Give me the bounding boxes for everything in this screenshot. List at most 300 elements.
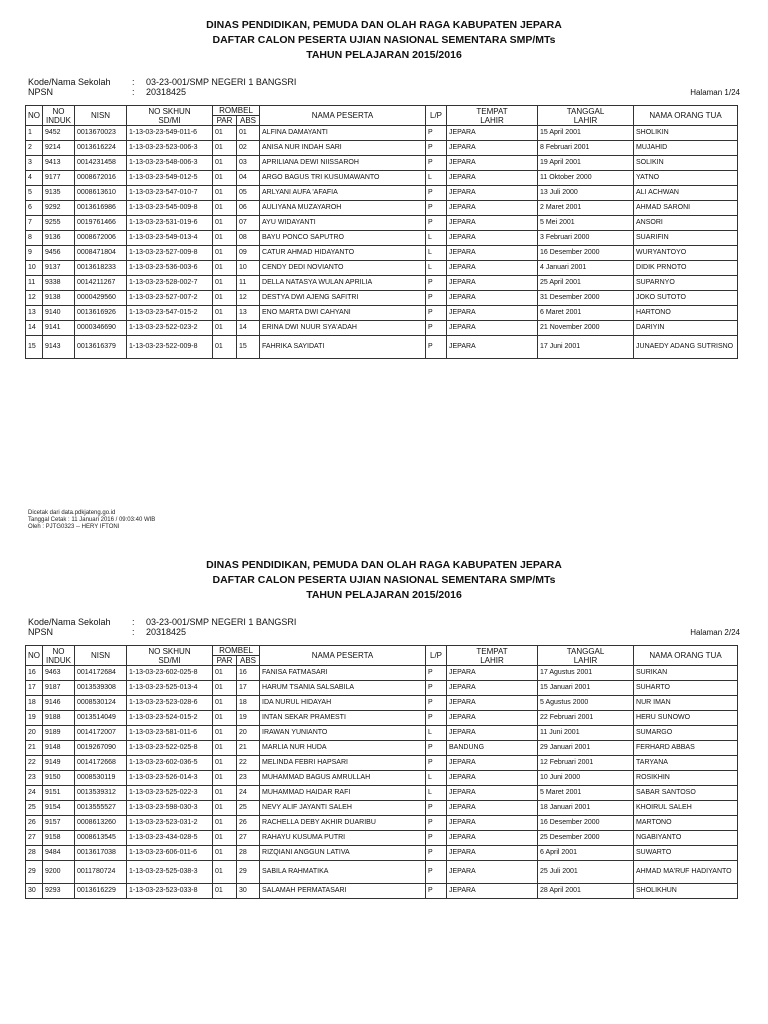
page-header <box>0 558 768 603</box>
cell-tanggal: 21 November 2000 <box>538 321 634 336</box>
cell-skhun: 1-13-03-23-525-022-3 <box>127 786 213 801</box>
cell-lp: P <box>426 884 447 899</box>
cell-no-induk: 9157 <box>43 816 75 831</box>
cell-tanggal: 5 Maret 2001 <box>538 786 634 801</box>
col-rombel: ROMBEL <box>213 106 260 116</box>
cell-no: 17 <box>26 681 43 696</box>
col-no: NO <box>26 646 43 666</box>
cell-abs: 13 <box>237 306 260 321</box>
table-row <box>26 846 738 861</box>
col-no-induk: NO INDUK <box>43 646 75 666</box>
cell-skhun: 1-13-03-23-434-028-5 <box>127 831 213 846</box>
cell-lp: P <box>426 681 447 696</box>
page-2 <box>0 558 768 899</box>
page-number: Halaman 2/24 <box>690 628 740 637</box>
cell-ortu: HARTONO <box>634 306 738 321</box>
cell-nisn: 0000429560 <box>75 291 127 306</box>
cell-nisn: 0008613545 <box>75 831 127 846</box>
cell-no-induk: 9456 <box>43 246 75 261</box>
cell-nama: RAHAYU KUSUMA PUTRI <box>260 831 426 846</box>
cell-tanggal: 12 Februari 2001 <box>538 756 634 771</box>
cell-no-induk: 9413 <box>43 156 75 171</box>
table-row <box>26 321 738 336</box>
cell-no-induk: 9135 <box>43 186 75 201</box>
cell-abs: 14 <box>237 321 260 336</box>
cell-lp: L <box>426 261 447 276</box>
cell-tempat: JEPARA <box>447 711 538 726</box>
cell-no-induk: 9188 <box>43 711 75 726</box>
cell-nisn: 0013616926 <box>75 306 127 321</box>
participant-table <box>25 645 738 899</box>
cell-nisn: 0008613610 <box>75 186 127 201</box>
cell-abs: 22 <box>237 756 260 771</box>
footer-printed-by: Oleh : PJTG0323 -- HERY IFTONI <box>28 524 120 530</box>
cell-lp: L <box>426 771 447 786</box>
cell-tempat: JEPARA <box>447 861 538 884</box>
page-header <box>0 18 768 63</box>
cell-skhun: 1-13-03-23-522-023-2 <box>127 321 213 336</box>
cell-tanggal: 16 Desember 2000 <box>538 816 634 831</box>
cell-nama: AULIYANA MUZAYAROH <box>260 201 426 216</box>
cell-nisn: 0014172007 <box>75 726 127 741</box>
table-body <box>26 126 738 359</box>
col-nama: NAMA PESERTA <box>260 106 426 126</box>
cell-tanggal: 2 Maret 2001 <box>538 201 634 216</box>
table-row <box>26 171 738 186</box>
cell-no-induk: 9154 <box>43 801 75 816</box>
cell-tempat: JEPARA <box>447 186 538 201</box>
cell-tempat: JEPARA <box>447 336 538 359</box>
cell-ortu: SHOLIKHUN <box>634 884 738 899</box>
cell-par: 01 <box>213 141 237 156</box>
cell-tempat: JEPARA <box>447 216 538 231</box>
cell-nisn: 0008530124 <box>75 696 127 711</box>
cell-tempat: JEPARA <box>447 771 538 786</box>
col-no-induk: NO INDUK <box>43 106 75 126</box>
cell-par: 01 <box>213 231 237 246</box>
cell-lp: P <box>426 126 447 141</box>
cell-nisn: 0014172684 <box>75 666 127 681</box>
cell-nisn: 0019761466 <box>75 216 127 231</box>
cell-skhun: 1-13-03-23-525-038-3 <box>127 861 213 884</box>
cell-skhun: 1-13-03-23-523-006-3 <box>127 141 213 156</box>
cell-tanggal: 5 Agustus 2000 <box>538 696 634 711</box>
cell-abs: 10 <box>237 261 260 276</box>
cell-no: 6 <box>26 201 43 216</box>
cell-abs: 25 <box>237 801 260 816</box>
table-row <box>26 861 738 884</box>
cell-par: 01 <box>213 801 237 816</box>
cell-ortu: DARIYIN <box>634 321 738 336</box>
header-line-3: TAHUN PELAJARAN 2015/2016 <box>306 589 462 601</box>
cell-lp: P <box>426 141 447 156</box>
cell-tempat: JEPARA <box>447 171 538 186</box>
cell-tempat: JEPARA <box>447 231 538 246</box>
cell-ortu: FERHARD ABBAS <box>634 741 738 756</box>
cell-nisn: 0008530119 <box>75 771 127 786</box>
cell-nisn: 0013616379 <box>75 336 127 359</box>
table-row <box>26 726 738 741</box>
cell-no: 10 <box>26 261 43 276</box>
cell-no: 2 <box>26 141 43 156</box>
cell-lp: P <box>426 861 447 884</box>
cell-nama: ANISA NUR INDAH SARI <box>260 141 426 156</box>
cell-no-induk: 9293 <box>43 884 75 899</box>
col-ortu: NAMA ORANG TUA <box>634 106 738 126</box>
page-1 <box>0 18 768 530</box>
cell-tanggal: 19 April 2001 <box>538 156 634 171</box>
cell-ortu: SOLIKIN <box>634 156 738 171</box>
cell-par: 01 <box>213 846 237 861</box>
page-number: Halaman 1/24 <box>690 88 740 97</box>
table-body <box>26 666 738 899</box>
cell-ortu: SABAR SANTOSO <box>634 786 738 801</box>
cell-par: 01 <box>213 291 237 306</box>
colon: : <box>132 87 135 97</box>
cell-nama: ERINA DWI NUUR SYA'ADAH <box>260 321 426 336</box>
table-row <box>26 156 738 171</box>
cell-nama: MELINDA FEBRI HAPSARI <box>260 756 426 771</box>
col-abs: ABS <box>237 656 260 666</box>
cell-abs: 17 <box>237 681 260 696</box>
cell-no: 23 <box>26 771 43 786</box>
cell-abs: 21 <box>237 741 260 756</box>
cell-no: 29 <box>26 861 43 884</box>
cell-no: 19 <box>26 711 43 726</box>
colon: : <box>132 617 135 627</box>
cell-ortu: SUWARTO <box>634 846 738 861</box>
cell-ortu: YATNO <box>634 171 738 186</box>
cell-par: 01 <box>213 771 237 786</box>
col-tempat: TEMPAT LAHIR <box>447 646 538 666</box>
cell-tempat: JEPARA <box>447 156 538 171</box>
cell-ortu: NGABIYANTO <box>634 831 738 846</box>
table-row <box>26 711 738 726</box>
cell-nama: INTAN SEKAR PRAMESTI <box>260 711 426 726</box>
cell-tempat: JEPARA <box>447 831 538 846</box>
cell-ortu: ROSIKHIN <box>634 771 738 786</box>
cell-skhun: 1-13-03-23-547-015-2 <box>127 306 213 321</box>
table-row <box>26 884 738 899</box>
cell-tanggal: 3 Februari 2000 <box>538 231 634 246</box>
cell-no: 20 <box>26 726 43 741</box>
cell-lp: P <box>426 801 447 816</box>
table-row <box>26 786 738 801</box>
cell-skhun: 1-13-03-23-536-003-6 <box>127 261 213 276</box>
cell-abs: 01 <box>237 126 260 141</box>
cell-abs: 16 <box>237 666 260 681</box>
col-nisn: NISN <box>75 106 127 126</box>
cell-no-induk: 9158 <box>43 831 75 846</box>
cell-nisn: 0013616229 <box>75 884 127 899</box>
cell-no-induk: 9463 <box>43 666 75 681</box>
cell-par: 01 <box>213 201 237 216</box>
col-tempat: TEMPAT LAHIR <box>447 106 538 126</box>
table-row <box>26 216 738 231</box>
cell-ortu: TARYANA <box>634 756 738 771</box>
cell-nama: SABILA RAHMATIKA <box>260 861 426 884</box>
cell-nama: DELLA NATASYA WULAN APRILIA <box>260 276 426 291</box>
cell-no-induk: 9148 <box>43 741 75 756</box>
npsn-label: NPSN <box>28 87 54 97</box>
cell-lp: P <box>426 741 447 756</box>
cell-no: 21 <box>26 741 43 756</box>
cell-lp: L <box>426 726 447 741</box>
cell-tanggal: 17 Agustus 2001 <box>538 666 634 681</box>
header-line-1: DINAS PENDIDIKAN, PEMUDA DAN OLAH RAGA KABUPATEN JEPARA <box>206 19 562 31</box>
cell-nama: NEVY ALIF JAYANTI SALEH <box>260 801 426 816</box>
cell-ortu: SUMARGO <box>634 726 738 741</box>
cell-tanggal: 15 Januari 2001 <box>538 681 634 696</box>
cell-nisn: 0000346690 <box>75 321 127 336</box>
cell-par: 01 <box>213 336 237 359</box>
table-row <box>26 666 738 681</box>
cell-nisn: 0019267090 <box>75 741 127 756</box>
col-nisn: NISN <box>75 646 127 666</box>
cell-lp: P <box>426 816 447 831</box>
cell-no-induk: 9292 <box>43 201 75 216</box>
cell-lp: P <box>426 336 447 359</box>
table-row <box>26 741 738 756</box>
cell-lp: L <box>426 786 447 801</box>
cell-skhun: 1-13-03-23-581-011-6 <box>127 726 213 741</box>
cell-abs: 26 <box>237 816 260 831</box>
cell-tempat: JEPARA <box>447 246 538 261</box>
cell-no: 24 <box>26 786 43 801</box>
footer-source: Dicetak dari data.pdkjateng.go.id <box>28 510 116 516</box>
table-row <box>26 291 738 306</box>
cell-no: 1 <box>26 126 43 141</box>
table-row <box>26 696 738 711</box>
cell-skhun: 1-13-03-23-523-031-2 <box>127 816 213 831</box>
cell-tanggal: 25 April 2001 <box>538 276 634 291</box>
cell-ortu: SUARIFIN <box>634 231 738 246</box>
cell-lp: P <box>426 291 447 306</box>
cell-skhun: 1-13-03-23-522-009-8 <box>127 336 213 359</box>
cell-tanggal: 28 April 2001 <box>538 884 634 899</box>
cell-nisn: 0008613260 <box>75 816 127 831</box>
col-rombel: ROMBEL <box>213 646 260 656</box>
cell-abs: 27 <box>237 831 260 846</box>
cell-tempat: JEPARA <box>447 666 538 681</box>
cell-abs: 04 <box>237 171 260 186</box>
cell-abs: 23 <box>237 771 260 786</box>
cell-abs: 29 <box>237 861 260 884</box>
cell-par: 01 <box>213 831 237 846</box>
cell-ortu: ANSORI <box>634 216 738 231</box>
cell-tanggal: 11 Juni 2001 <box>538 726 634 741</box>
cell-no: 13 <box>26 306 43 321</box>
cell-no-induk: 9189 <box>43 726 75 741</box>
cell-no: 3 <box>26 156 43 171</box>
cell-lp: P <box>426 831 447 846</box>
cell-par: 01 <box>213 741 237 756</box>
table-row <box>26 816 738 831</box>
col-abs: ABS <box>237 116 260 126</box>
cell-lp: P <box>426 321 447 336</box>
cell-tempat: JEPARA <box>447 141 538 156</box>
cell-nisn: 0013616986 <box>75 201 127 216</box>
kode-label: Kode/Nama Sekolah <box>28 77 111 87</box>
cell-tempat: JEPARA <box>447 816 538 831</box>
cell-nama: ARGO BAGUS TRI KUSUMAWANTO <box>260 171 426 186</box>
cell-nisn: 0013539308 <box>75 681 127 696</box>
cell-nisn: 0014172668 <box>75 756 127 771</box>
cell-skhun: 1-13-03-23-602-036-5 <box>127 756 213 771</box>
cell-skhun: 1-13-03-23-598-030-3 <box>127 801 213 816</box>
cell-nama: ENO MARTA DWI CAHYANI <box>260 306 426 321</box>
cell-nama: APRILIANA DEWI NIISSAROH <box>260 156 426 171</box>
npsn-value: 20318425 <box>146 87 187 97</box>
col-par: PAR <box>213 116 237 126</box>
cell-no-induk: 9143 <box>43 336 75 359</box>
cell-abs: 05 <box>237 186 260 201</box>
cell-no: 30 <box>26 884 43 899</box>
table-row <box>26 771 738 786</box>
cell-tempat: JEPARA <box>447 786 538 801</box>
cell-ortu: ALI ACHWAN <box>634 186 738 201</box>
cell-no: 16 <box>26 666 43 681</box>
cell-lp: P <box>426 846 447 861</box>
school-meta <box>28 617 740 637</box>
npsn-value: 20318425 <box>146 627 187 637</box>
table-row <box>26 276 738 291</box>
cell-abs: 02 <box>237 141 260 156</box>
cell-abs: 30 <box>237 884 260 899</box>
cell-ortu: AHMAD SARONI <box>634 201 738 216</box>
cell-skhun: 1-13-03-23-527-007-2 <box>127 291 213 306</box>
cell-tempat: JEPARA <box>447 306 538 321</box>
cell-nisn: 0013670023 <box>75 126 127 141</box>
cell-tanggal: 25 Desember 2000 <box>538 831 634 846</box>
kode-value: 03-23-001/SMP NEGERI 1 BANGSRI <box>146 77 297 87</box>
cell-skhun: 1-13-03-23-549-013-4 <box>127 231 213 246</box>
col-tanggal: TANGGAL LAHIR <box>538 106 634 126</box>
cell-no: 22 <box>26 756 43 771</box>
cell-tempat: JEPARA <box>447 696 538 711</box>
cell-skhun: 1-13-03-23-549-011-6 <box>127 126 213 141</box>
cell-nama: ARLYANI AUFA 'AFAFIA <box>260 186 426 201</box>
kode-value: 03-23-001/SMP NEGERI 1 BANGSRI <box>146 617 297 627</box>
cell-nisn: 0011780724 <box>75 861 127 884</box>
cell-nisn: 0013618233 <box>75 261 127 276</box>
cell-no-induk: 9146 <box>43 696 75 711</box>
cell-par: 01 <box>213 216 237 231</box>
col-lp: L/P <box>426 646 447 666</box>
cell-par: 01 <box>213 711 237 726</box>
cell-skhun: 1-13-03-23-523-033-8 <box>127 884 213 899</box>
cell-skhun: 1-13-03-23-527-009-8 <box>127 246 213 261</box>
cell-par: 01 <box>213 276 237 291</box>
header-line-1: DINAS PENDIDIKAN, PEMUDA DAN OLAH RAGA KABUPATEN JEPARA <box>206 559 562 571</box>
cell-par: 01 <box>213 681 237 696</box>
cell-abs: 09 <box>237 246 260 261</box>
cell-tempat: JEPARA <box>447 726 538 741</box>
cell-tempat: JEPARA <box>447 126 538 141</box>
cell-ortu: MUJAHID <box>634 141 738 156</box>
cell-lp: P <box>426 711 447 726</box>
cell-skhun: 1-13-03-23-528-002-7 <box>127 276 213 291</box>
cell-no: 9 <box>26 246 43 261</box>
cell-tanggal: 22 Februari 2001 <box>538 711 634 726</box>
cell-skhun: 1-13-03-23-548-006-3 <box>127 156 213 171</box>
cell-tanggal: 18 Januari 2001 <box>538 801 634 816</box>
cell-ortu: SHOLIKIN <box>634 126 738 141</box>
cell-skhun: 1-13-03-23-547-010-7 <box>127 186 213 201</box>
print-footer <box>28 510 155 531</box>
cell-par: 01 <box>213 884 237 899</box>
cell-lp: P <box>426 216 447 231</box>
cell-abs: 18 <box>237 696 260 711</box>
cell-tempat: JEPARA <box>447 321 538 336</box>
cell-ortu: NUR IMAN <box>634 696 738 711</box>
cell-abs: 08 <box>237 231 260 246</box>
cell-no-induk: 9137 <box>43 261 75 276</box>
cell-nama: AYU WIDAYANTI <box>260 216 426 231</box>
cell-abs: 07 <box>237 216 260 231</box>
cell-nisn: 0013555527 <box>75 801 127 816</box>
cell-par: 01 <box>213 816 237 831</box>
cell-abs: 03 <box>237 156 260 171</box>
cell-skhun: 1-13-03-23-545-009-8 <box>127 201 213 216</box>
cell-nama: SALAMAH PERMATASARI <box>260 884 426 899</box>
cell-abs: 28 <box>237 846 260 861</box>
cell-nama: MARLIA NUR HUDA <box>260 741 426 756</box>
table-row <box>26 831 738 846</box>
cell-abs: 11 <box>237 276 260 291</box>
cell-no-induk: 9136 <box>43 231 75 246</box>
table-row <box>26 186 738 201</box>
cell-skhun: 1-13-03-23-602-025-8 <box>127 666 213 681</box>
cell-nisn: 0008471804 <box>75 246 127 261</box>
cell-par: 01 <box>213 261 237 276</box>
cell-lp: P <box>426 756 447 771</box>
cell-par: 01 <box>213 696 237 711</box>
cell-tempat: JEPARA <box>447 846 538 861</box>
cell-abs: 15 <box>237 336 260 359</box>
cell-skhun: 1-13-03-23-523-028-6 <box>127 696 213 711</box>
cell-nama: RIZQIANI ANGGUN LATIVA <box>260 846 426 861</box>
cell-tanggal: 25 Juli 2001 <box>538 861 634 884</box>
cell-no: 4 <box>26 171 43 186</box>
cell-nama: IDA NURUL HIDAYAH <box>260 696 426 711</box>
cell-no: 7 <box>26 216 43 231</box>
cell-lp: L <box>426 231 447 246</box>
cell-nama: ALFINA DAMAYANTI <box>260 126 426 141</box>
header-line-2: DAFTAR CALON PESERTA UJIAN NASIONAL SEMENTARA SMP/MTs <box>212 34 556 46</box>
cell-ortu: AHMAD MA'RUF HADIYANTO <box>634 861 738 884</box>
colon: : <box>132 77 135 87</box>
cell-no-induk: 9138 <box>43 291 75 306</box>
cell-ortu: JUNAEDY ADANG SUTRISNO <box>634 336 738 359</box>
cell-no-induk: 9141 <box>43 321 75 336</box>
col-skhun: NO SKHUN SD/MI <box>127 106 213 126</box>
cell-no: 18 <box>26 696 43 711</box>
cell-nisn: 0014231458 <box>75 156 127 171</box>
cell-no-induk: 9452 <box>43 126 75 141</box>
cell-ortu: WURYANTOYO <box>634 246 738 261</box>
cell-ortu: SUHARTO <box>634 681 738 696</box>
cell-par: 01 <box>213 171 237 186</box>
header-line-3: TAHUN PELAJARAN 2015/2016 <box>306 49 462 61</box>
table-row <box>26 141 738 156</box>
cell-nama: MUHAMMAD HAIDAR RAFI <box>260 786 426 801</box>
cell-lp: P <box>426 666 447 681</box>
cell-ortu: HERU SUNOWO <box>634 711 738 726</box>
cell-lp: P <box>426 156 447 171</box>
cell-tempat: JEPARA <box>447 681 538 696</box>
cell-nama: FANISA FATMASARI <box>260 666 426 681</box>
